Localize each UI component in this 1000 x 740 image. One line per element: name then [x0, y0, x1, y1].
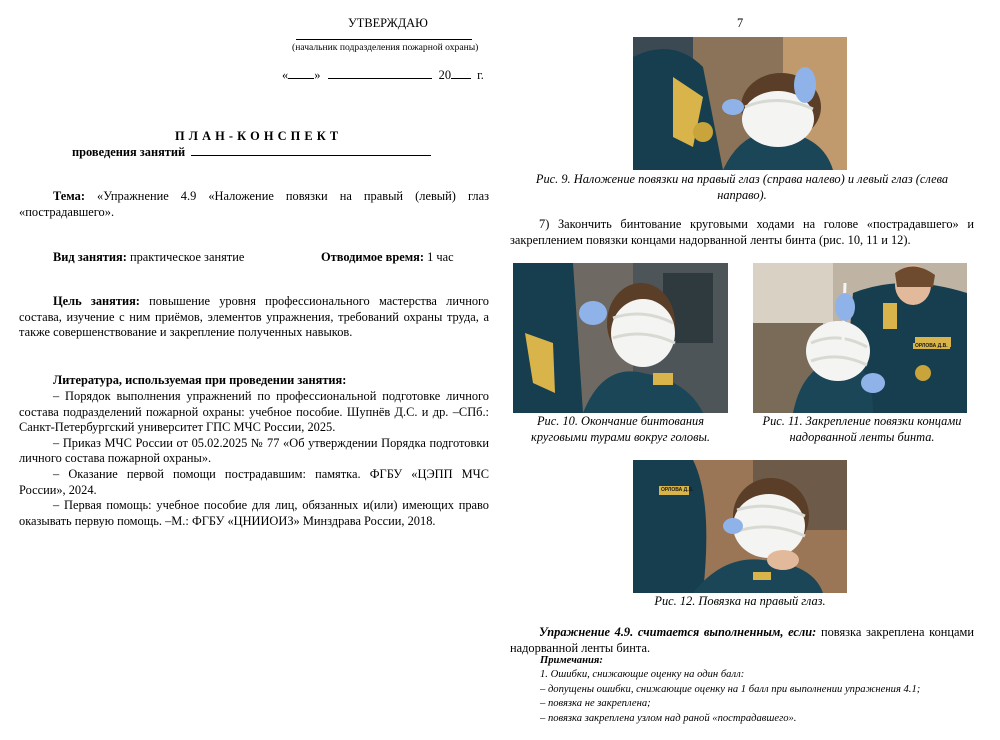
note-item: 1. Ошибки, снижающие оценку на один балл: [540, 669, 745, 680]
completion-paragraph [510, 625, 974, 656]
completion-label: Упражнение 4.9. считается выполненным, если: [539, 625, 817, 639]
date-suffix: г. [477, 68, 484, 82]
plan-subtitle: проведения занятий [72, 145, 186, 159]
date-year-blank [451, 78, 471, 79]
time-value: 1 час [427, 250, 454, 264]
notes-heading: Примечания: [540, 655, 603, 666]
figure-11-caption: Рис. 11. Закрепление повязки концами надорванной ленты бинта. [762, 414, 962, 444]
notes-list [540, 668, 980, 726]
plan-title: П Л А Н - К О Н С П Е К Т [175, 129, 339, 143]
topic-label: Тема: [53, 189, 85, 203]
date-year: 20 [438, 68, 452, 82]
plan-subtitle-row [72, 145, 431, 161]
date-open-quote: « [282, 68, 289, 82]
literature-item: ‒ Порядок выполнения упражнений по профессиональной подготовке личного состава подразделений пожарной охраны: учебное пособие. Шупнёв Д.С. и др. –СПб.: Санкт-Петербургский университет ГПС МЧС России, 2025. [19, 389, 489, 435]
plan-subtitle-blank [191, 155, 431, 156]
kind-row [53, 250, 244, 266]
step-7-paragraph: 7) Закончить бинтование круговыми ходами на голове «пострадавшего» и закреплением повязки концами надорванной ленты бинта (рис. 10, 11 и 12). [510, 217, 974, 247]
literature-heading: Литература, используемая при проведении занятия: [53, 373, 347, 387]
date-month-blank [328, 78, 432, 79]
time-row [321, 250, 454, 266]
approve-caption: (начальник подразделения пожарной охраны) [292, 42, 479, 53]
goal-paragraph [19, 294, 489, 341]
figure-10-photo [513, 263, 728, 413]
figure-9-photo [633, 37, 847, 170]
approve-signature-line [296, 39, 472, 40]
approve-heading: УТВЕРЖДАЮ [348, 16, 428, 30]
page-number: 7 [737, 16, 744, 30]
figure-12-caption: Рис. 12. Повязка на правый глаз. [654, 594, 826, 608]
note-item: ‒ допущены ошибки, снижающие оценку на 1 балл при выполнении упражнения 4.1; [540, 683, 921, 695]
literature-list [19, 389, 489, 529]
date-day-blank [288, 78, 314, 79]
date-close-quote: » [314, 68, 321, 82]
goal-text: повышение уровня профессионального мастерства личного состава, изучение с ним приёмов, элементов упражнения, требований охраны труда, а также совершенствование и закрепление полученных навыков. [19, 294, 489, 340]
figure-12-photo [633, 460, 847, 593]
literature-item: ‒ Приказ МЧС России от 05.02.2025 № 77 «Об утверждении Порядка подготовки личного состава пожарной охраны». [19, 435, 489, 466]
note-item: ‒ повязка закреплена узлом над раной «пострадавшего». [540, 712, 797, 724]
figure-12-badge: ОРЛОВА Д.В. [661, 487, 694, 493]
goal-label: Цель занятия: [53, 294, 140, 308]
completion-text: повязка закреплена концами надорванной ленты бинта. [510, 625, 974, 655]
time-label: Отводимое время: [321, 250, 424, 264]
approve-date [282, 68, 484, 84]
kind-value: практическое занятие [129, 250, 245, 264]
kind-label: Вид занятия: [53, 250, 127, 264]
figure-11-photo [753, 263, 967, 413]
literature-item: ‒ Оказание первой помощи пострадавшим: памятка. ФГБУ «ЦЭПП МЧС России», 2024. [19, 466, 489, 497]
topic-paragraph [19, 189, 489, 220]
topic-text: «Упражнение 4.9 «Наложение повязки на правый (левый) глаз «пострадавшего». [19, 189, 489, 219]
figure-10-caption: Рис. 10. Окончание бинтования круговыми турами вокруг головы. [531, 414, 710, 444]
figure-11-badge: ОРЛОВА Д.В. [915, 343, 948, 349]
literature-item: ‒ Первая помощь: учебное пособие для лиц, обязанных и(или) имеющих право оказывать первую помощь. –М.: ФГБУ «ЦНИИОИЗ» Минздрава России, 2018. [19, 498, 489, 528]
figure-9-caption: Рис. 9. Наложение повязки на правый глаз (справа налево) и левый глаз (слева направо). [535, 172, 949, 202]
note-item: ‒ повязка не закреплена; [540, 698, 651, 709]
